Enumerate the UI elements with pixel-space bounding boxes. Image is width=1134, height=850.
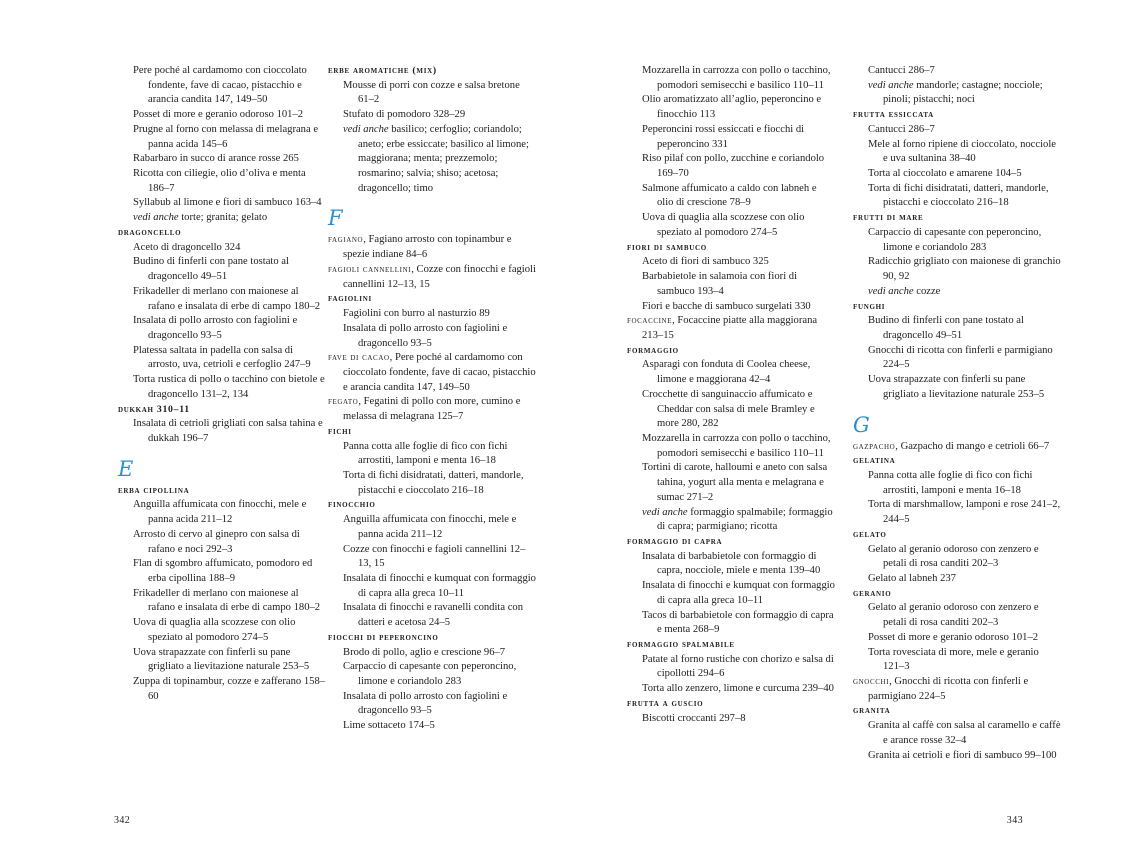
index-heading: fiocchi di peperoncino bbox=[328, 631, 439, 643]
index-heading: geranio bbox=[853, 587, 892, 599]
index-heading: fichi bbox=[328, 425, 352, 437]
index-term: fagiano bbox=[328, 234, 364, 246]
index-subentry: Panna cotta alle foglie di fico con fichi arrostiti, lamponi e menta 16–18 bbox=[343, 440, 508, 467]
index-subentry: Prugne al forno con melassa di melagrana e panna acida 145–6 bbox=[133, 123, 319, 150]
index-subentry: Mousse di porri con cozze e salsa bretone 61–2 bbox=[343, 79, 520, 106]
index-entry-text: , Focaccine piatte alla maggiorana 213–15 bbox=[642, 315, 818, 341]
index-subentry: Torta allo zenzero, limone e curcuma 239–40 bbox=[642, 683, 834, 695]
index-subentry: Budino di finferli con pane tostato al dragoncello 49–51 bbox=[133, 256, 289, 283]
index-subentry: Rabarbaro in succo di arance rosse 265 bbox=[133, 153, 299, 165]
index-subentry: Patate al forno rustiche con chorizo e salsa di cipollotti 294–6 bbox=[642, 653, 834, 680]
index-heading: gelato bbox=[853, 528, 887, 540]
see-also-entry bbox=[853, 79, 1061, 108]
index-subentry: Cozze con finocchi e fagioli cannellini 12–13, 15 bbox=[343, 543, 526, 570]
index-subentry: Arrosto di cervo al ginepro con salsa di rafano e noci 292–3 bbox=[133, 528, 300, 555]
see-also-label: vedi anche bbox=[868, 79, 914, 91]
index-subentry: Gelato al geranio odoroso con zenzero e petali di rosa canditi 202–3 bbox=[868, 543, 1039, 570]
index-subentry: Crocchette di sanguinaccio affumicato e Cheddar con salsa di mele Bramley e more 280, 282 bbox=[642, 388, 815, 430]
index-column-1 bbox=[118, 64, 326, 704]
index-entry bbox=[328, 395, 536, 424]
index-entry-text: , Pere poché al cardamomo con cioccolato fondente, fave di cacao, pistacchio e arancia candita 147, 149–50 bbox=[343, 352, 536, 393]
index-subentry: Aceto di dragoncello 324 bbox=[133, 241, 241, 253]
index-subentry: Insalata di pollo arrosto con fagiolini e dragoncello 93–5 bbox=[133, 315, 298, 341]
index-subentry: Tacos di barbabietole con formaggio di capra e menta 268–9 bbox=[642, 609, 834, 636]
see-also-targets: formaggio spalmabile; formaggio di capra; parmigiano; ricotta bbox=[657, 506, 833, 533]
index-subentry: Insalata di pollo arrosto con fagiolini e dragoncello 93–5 bbox=[343, 690, 508, 717]
index-subentry: Ricotta con ciliegie, olio d’oliva e menta 186–7 bbox=[133, 168, 306, 194]
index-subentry: Tortini di carote, halloumi e aneto con salsa tahina, yogurt alla menta e melagrana e sumac 271–2 bbox=[642, 462, 828, 503]
index-subentry: Insalata di finocchi e kumquat con formaggio di capra alla greca 10–11 bbox=[642, 580, 835, 606]
index-term: gnocchi bbox=[853, 676, 890, 688]
index-subentry: Granita ai cetrioli e fiori di sambuco 99–100 bbox=[868, 749, 1057, 761]
see-also-targets: mandorle; castagne; nocciole; pinoli; pistacchi; noci bbox=[883, 79, 1043, 106]
index-subentry: Frikadeller di merlano con maionese al rafano e insalata di erbe di campo 180–2 bbox=[133, 285, 321, 312]
index-subentry: Posset di more e geranio odoroso 101–2 bbox=[133, 109, 304, 121]
index-entry bbox=[328, 263, 536, 292]
index-subentry: Budino di finferli con pane tostato al dragoncello 49–51 bbox=[868, 315, 1024, 341]
index-subentry: Torta di marshmallow, lamponi e rose 241–2, 244–5 bbox=[868, 499, 1061, 526]
index-subentry: Asparagi con fonduta di Coolea cheese, limone e maggiorana 42–4 bbox=[642, 359, 811, 386]
index-entry bbox=[627, 314, 835, 343]
index-term: fave di cacao bbox=[328, 352, 390, 364]
index-subentry: Carpaccio di capesante con peperoncino, limone e coriandolo 283 bbox=[343, 661, 517, 688]
index-subentry: Lime sottaceto 174–5 bbox=[343, 720, 435, 732]
index-entry-text: , Gazpacho di mango e cetrioli 66–7 bbox=[895, 440, 1050, 452]
index-entry bbox=[853, 675, 1061, 704]
index-subentry: Barbabietole in salamoia con fiori di sambuco 193–4 bbox=[642, 271, 798, 297]
index-entry-text: , Fagiano arrosto con topinambur e spezie indiane 84–6 bbox=[343, 234, 512, 261]
see-also-entry bbox=[853, 285, 1061, 300]
index-subentry: Insalata di barbabietole con formaggio di capra, nocciole, miele e menta 139–40 bbox=[642, 550, 821, 577]
index-heading: formaggio di capra bbox=[627, 536, 723, 547]
index-subentry: Insalata di cetrioli grigliati con salsa tahina e dukkah 196–7 bbox=[133, 418, 323, 444]
index-subentry: Fiori e bacche di sambuco surgelati 330 bbox=[642, 300, 811, 312]
index-subentry: Frikadeller di merlano con maionese al rafano e insalata di erbe di campo 180–2 bbox=[133, 587, 321, 614]
index-subentry: Peperoncini rossi essiccati e fiocchi di peperoncino 331 bbox=[642, 123, 805, 150]
index-heading: funghi bbox=[853, 300, 886, 312]
index-entry-text: , Cozze con finocchi e fagioli cannellini 12–13, 15 bbox=[343, 263, 536, 290]
index-term: focaccine bbox=[627, 315, 673, 327]
index-subentry: Anguilla affumicata con finocchi, mele e panna acida 211–12 bbox=[343, 514, 517, 540]
index-subentry: Platessa saltata in padella con salsa di arrosto, uva, cetrioli e cerfoglio 247–9 bbox=[133, 344, 311, 371]
index-subentry: Torta di fichi disidratati, datteri, mandorle, pistacchi e cioccolato 216–18 bbox=[868, 182, 1049, 209]
index-subentry: Pere poché al cardamomo con cioccolato fondente, fave di cacao, pistacchio e arancia candita 147, 149–50 bbox=[133, 65, 307, 106]
index-subentry: Brodo di pollo, aglio e crescione 96–7 bbox=[343, 646, 506, 658]
index-heading: granita bbox=[853, 705, 891, 717]
index-subentry: Uova strapazzate con finferli su pane grigliato a lievitazione naturale 253–5 bbox=[868, 374, 1045, 400]
index-entry bbox=[328, 351, 536, 395]
index-subentry: Riso pilaf con pollo, zucchine e coriandolo 169–70 bbox=[642, 153, 825, 180]
index-entry-text: , Fegatini di pollo con more, cumino e melassa di melagrana 125–7 bbox=[343, 396, 521, 423]
section-letter: E bbox=[118, 456, 134, 481]
index-heading: frutta a guscio bbox=[627, 697, 704, 709]
see-also-label: vedi anche bbox=[133, 212, 179, 224]
index-heading: dragoncello bbox=[118, 226, 182, 238]
see-also-targets: cozze bbox=[913, 285, 941, 297]
index-subentry: Insalata di pollo arrosto con fagiolini e dragoncello 93–5 bbox=[343, 322, 508, 349]
index-subentry: Stufato di pomodoro 328–29 bbox=[343, 109, 466, 121]
index-column-3 bbox=[627, 64, 835, 726]
index-term: fagioli cannellini bbox=[328, 263, 412, 275]
index-subentry: Insalata di finocchi e ravanelli condita con datteri e acetosa 24–5 bbox=[343, 602, 524, 629]
index-subentry: Panna cotta alle foglie di fico con fichi arrostiti, lamponi e menta 16–18 bbox=[868, 469, 1033, 496]
index-subentry: Salmone affumicato a caldo con labneh e olio di crescione 78–9 bbox=[642, 182, 817, 209]
section-letter: G bbox=[853, 412, 870, 437]
index-subentry: Carpaccio di capesante con peperoncino, limone e coriandolo 283 bbox=[868, 226, 1042, 253]
index-subentry: Fagiolini con burro al nasturzio 89 bbox=[343, 308, 490, 320]
index-subentry: Radicchio grigliato con maionese di granchio 90, 92 bbox=[868, 256, 1061, 283]
index-subentry: Uova di quaglia alla scozzese con olio speziato al pomodoro 274–5 bbox=[642, 212, 805, 238]
index-heading: erbe aromatiche (mix) bbox=[328, 65, 437, 76]
see-also-label: vedi anche bbox=[642, 506, 688, 518]
index-subentry: Posset di more e geranio odoroso 101–2 bbox=[868, 631, 1039, 643]
index-heading: formaggio spalmabile bbox=[627, 639, 735, 651]
see-also-entry bbox=[328, 123, 536, 197]
index-heading: fagiolini bbox=[328, 293, 372, 305]
see-also-targets: basilico; cerfoglio; coriandolo; aneto; erbe essiccate; basilico al limone; maggiorana; menta; prezzemolo; rosmarino; salvia; shiso; acetosa; dragoncello; timo bbox=[358, 123, 529, 194]
index-subentry: Gnocchi di ricotta con finferli e parmigiano 224–5 bbox=[868, 344, 1053, 371]
section-letter: F bbox=[328, 206, 343, 231]
index-subentry: Mozzarella in carrozza con pollo o tacchino, pomodori semisecchi e basilico 110–11 bbox=[642, 432, 831, 459]
index-subentry: Cantucci 286–7 bbox=[868, 65, 935, 76]
index-subentry: Insalata di finocchi e kumquat con formaggio di capra alla greca 10–11 bbox=[343, 573, 536, 599]
index-subentry: Torta rovesciata di more, mele e geranio 121–3 bbox=[868, 646, 1039, 673]
index-subentry: Aceto di fiori di sambuco 325 bbox=[642, 256, 769, 268]
index-heading: fiori di sambuco bbox=[627, 241, 707, 253]
see-also-targets: torte; granita; gelato bbox=[178, 212, 268, 224]
index-subentry: Anguilla affumicata con finocchi, mele e panna acida 211–12 bbox=[133, 499, 307, 526]
index-heading: dukkah 310–11 bbox=[118, 403, 190, 415]
see-also-entry bbox=[627, 506, 835, 535]
index-entry bbox=[853, 440, 1061, 455]
index-subentry: Uova strapazzate con finferli su pane grigliato a lievitazione naturale 253–5 bbox=[133, 646, 310, 673]
see-also-entry bbox=[118, 211, 326, 226]
index-heading: finocchio bbox=[328, 499, 376, 511]
index-term: gazpacho bbox=[853, 440, 896, 452]
index-heading: erba cipollina bbox=[118, 484, 190, 496]
index-subentry: Olio aromatizzato all’aglio, peperoncino e finocchio 113 bbox=[642, 94, 822, 121]
index-subentry: Gelato al geranio odoroso con zenzero e petali di rosa canditi 202–3 bbox=[868, 602, 1039, 629]
index-subentry: Torta rustica di pollo o tacchino con bietole e dragoncello 131–2, 134 bbox=[133, 374, 325, 400]
index-heading: frutti di mare bbox=[853, 212, 924, 224]
index-subentry: Mozzarella in carrozza con pollo o tacchino, pomodori semisecchi e basilico 110–11 bbox=[642, 65, 831, 91]
index-entry-text: , Gnocchi di ricotta con finferli e parmigiano 224–5 bbox=[868, 676, 1029, 702]
index-heading: formaggio bbox=[627, 344, 679, 356]
index-subentry: Gelato al labneh 237 bbox=[868, 573, 956, 584]
index-subentry: Uova di quaglia alla scozzese con olio speziato al pomodoro 274–5 bbox=[133, 617, 296, 643]
see-also-label: vedi anche bbox=[868, 285, 914, 297]
index-heading: frutta essiccata bbox=[853, 109, 934, 121]
see-also-label: vedi anche bbox=[343, 123, 389, 135]
index-subentry: Cantucci 286–7 bbox=[868, 123, 935, 135]
index-subentry: Torta al cioccolato e amarene 104–5 bbox=[868, 168, 1022, 180]
index-subentry: Granita al caffè con salsa al caramello e caffè e arance rosse 32–4 bbox=[868, 720, 1061, 746]
index-subentry: Biscotti croccanti 297–8 bbox=[642, 712, 746, 724]
index-subentry: Syllabub al limone e fiori di sambuco 163–4 bbox=[133, 197, 322, 209]
index-term: fegato bbox=[328, 396, 359, 408]
index-entry bbox=[328, 233, 536, 262]
index-subentry: Flan di sgombro affumicato, pomodoro ed erba cipollina 188–9 bbox=[133, 558, 313, 584]
index-heading: gelatina bbox=[853, 455, 896, 467]
index-column-2 bbox=[328, 64, 536, 734]
index-subentry: Mele al forno ripiene di cioccolato, nocciole e uva sultanina 38–40 bbox=[868, 138, 1056, 165]
page-number-right: 343 bbox=[1006, 815, 1023, 826]
page-number-left: 342 bbox=[114, 815, 131, 826]
index-subentry: Torta di fichi disidratati, datteri, mandorle, pistacchi e cioccolato 216–18 bbox=[343, 469, 524, 496]
index-subentry: Zuppa di topinambur, cozze e zafferano 158–60 bbox=[133, 676, 326, 702]
index-column-4 bbox=[853, 64, 1061, 763]
